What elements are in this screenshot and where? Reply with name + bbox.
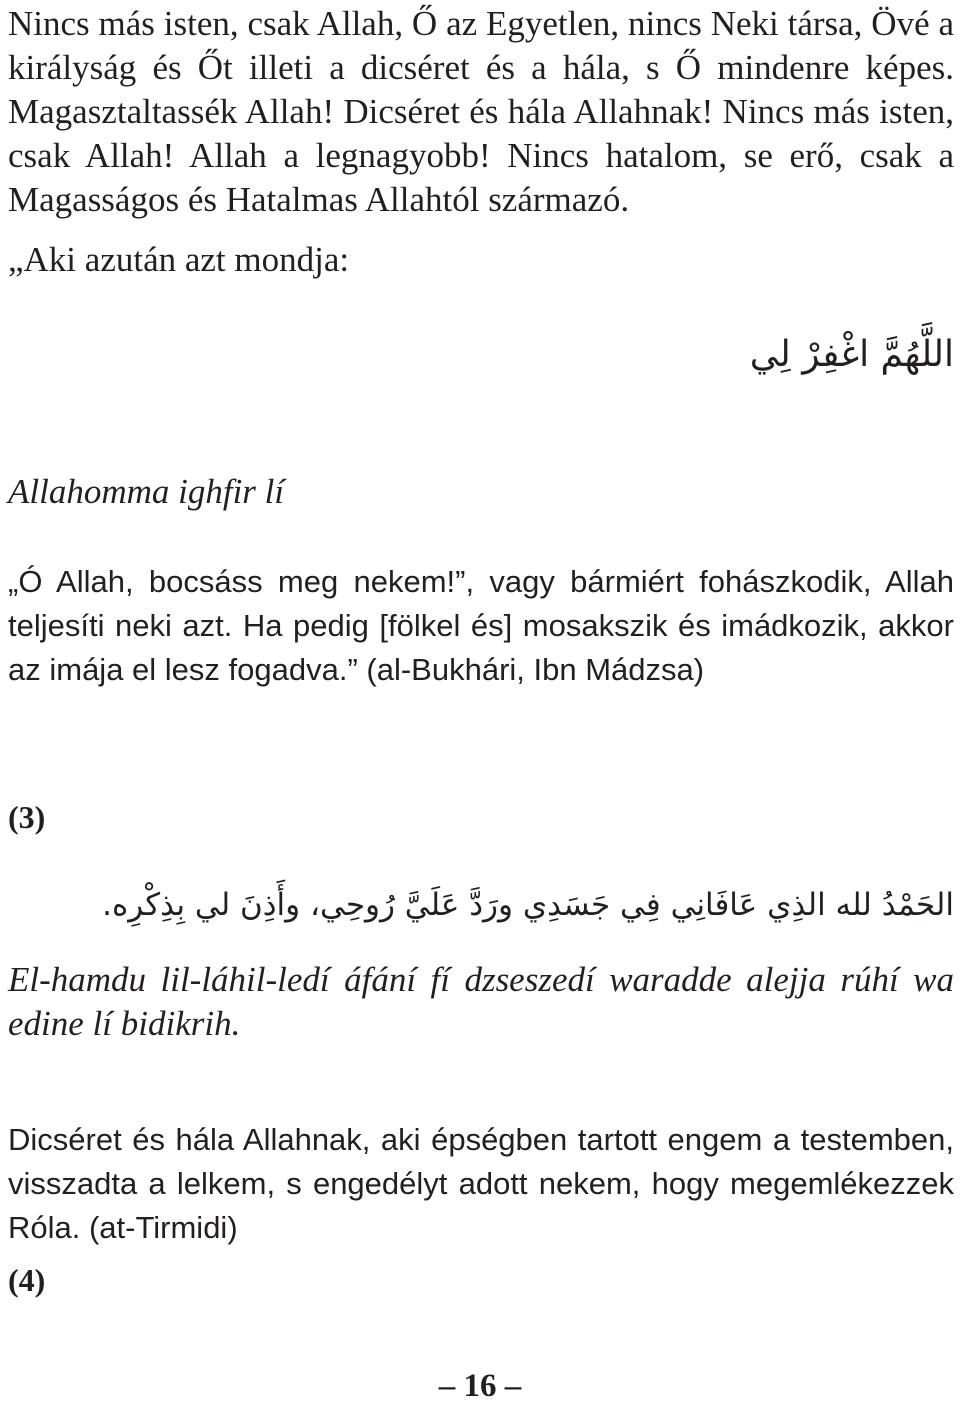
section-3-translation: Dicséret és hála Allahnak, aki épségben tartott engem a testemben, visszadta a lelkem, s engedélyt adott nekem, hogy megemlékezzek Róla. (at-Tirmidi) — [8, 1122, 954, 1245]
section-3-transliteration: El-hamdu lil-láhil-ledí áfání fí dzseszedí waradde alejja rúhí wa edine lí bidikrih. — [8, 960, 954, 1043]
dua-arabic-text: اللَّهُمَّ اغْفِرْ لِي — [749, 334, 954, 375]
dua-transliteration: Allahomma ighfir lí — [8, 472, 285, 511]
section-number-3: (3) — [8, 799, 46, 835]
dua-explanation-paragraph: „Ó Allah, bocsáss meg nekem!”, vagy bármiért fohászkodik, Allah teljesíti neki azt. Ha pedig [fölkel és] mosakszik és imádkozik, akkor az imája el lesz fogadva.” (al-Bukhári, Ibn Mádzsa) — [8, 564, 954, 687]
section-number-4: (4) — [8, 1262, 46, 1298]
opening-paragraph: Nincs más isten, csak Allah, Ő az Egyetlen, nincs Neki társa, Övé a királyság és Őt illeti a dicséret és a hála, s Ő mindenre képes. Magasztaltassék Allah! Dicséret és hála Allahnak! Nincs más isten, csak Allah! Allah a legnagyobb! Nincs hatalom, se erő, csak a Magasságos és Hatalmas Allahtól származó. — [8, 4, 954, 219]
page-number: – 16 – — [438, 1368, 522, 1404]
quote-intro: „Aki azután azt mondja: — [8, 240, 350, 279]
section-3-arabic-text: الحَمْدُ لله الذِي عَافَانِي فِي جَسَدِي ورَدَّ عَلَيَّ رُوحِي، وأَذِنَ لي بِذِكْرِه. — [102, 887, 954, 923]
